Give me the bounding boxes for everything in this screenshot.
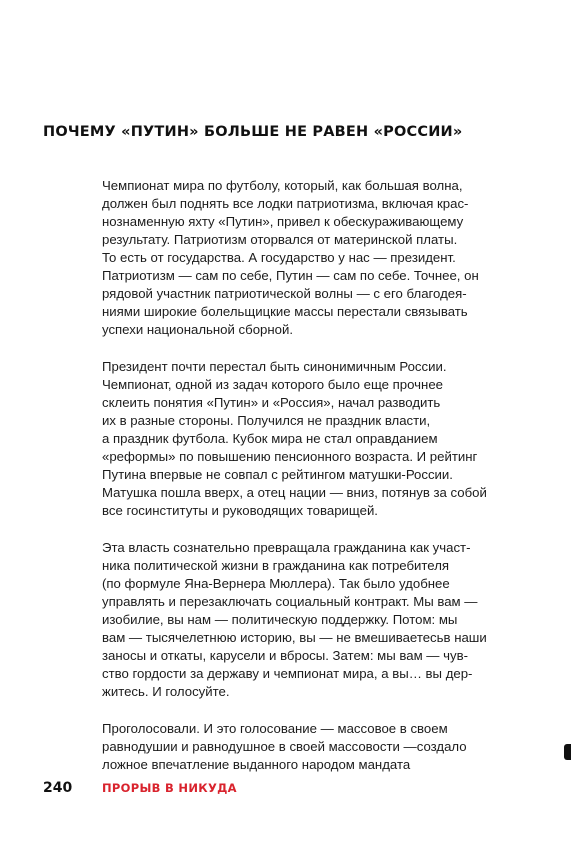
text-line: ниями широкие болельщицкие массы перестали связывать bbox=[102, 304, 468, 319]
paragraph bbox=[102, 539, 522, 701]
text-line: Путина впервые не совпал с рейтингом матушки-России. bbox=[102, 467, 453, 482]
text-line: склеить понятия «Путин» и «Россия», начал разводить bbox=[102, 395, 441, 410]
text-line: результату. Патриотизм оторвался от материнской платы. bbox=[102, 232, 458, 247]
text-line: «реформы» по повышению пенсионного возраста. И рейтинг bbox=[102, 449, 478, 464]
text-line: Президент почти перестал быть синонимичным России. bbox=[102, 359, 447, 374]
text-line: равнодушии и равнодушное в своей массовости —создало bbox=[102, 739, 467, 754]
text-line: Проголосовали. И это голосование — массовое в своем bbox=[102, 721, 448, 736]
text-line: Чемпионат мира по футболу, который, как большая волна, bbox=[102, 178, 463, 193]
text-line: изобилие, вы нам — политическую поддержку. Потом: мы bbox=[102, 612, 458, 627]
paragraph bbox=[102, 358, 522, 520]
text-line: ство гордости за державу и чемпионат мира, а вы… вы дер- bbox=[102, 666, 473, 681]
text-line: заносы и откаты, карусели и вбросы. Затем: мы вам — чув- bbox=[102, 648, 469, 663]
text-line: Эта власть сознательно превращала гражданина как участ- bbox=[102, 540, 471, 555]
running-footer-title: ПРОРЫВ В НИКУДА bbox=[102, 781, 237, 795]
text-line: а праздник футбола. Кубок мира не стал оправданием bbox=[102, 431, 438, 446]
text-line: их в разные стороны. Получился не праздник власти, bbox=[102, 413, 431, 428]
page-title: ПОЧЕМУ «ПУТИН» БОЛЬШЕ НЕ РАВЕН «РОССИИ» bbox=[43, 124, 463, 140]
text-line: нознаменную яхту «Путин», привел к обескураживающему bbox=[102, 214, 464, 229]
text-line: житесь. И голосуйте. bbox=[102, 684, 230, 699]
text-line: управлять и перезаключать социальный контракт. Мы вам — bbox=[102, 594, 478, 609]
paragraph bbox=[102, 177, 522, 339]
text-line: успехи национальной сборной. bbox=[102, 322, 294, 337]
page-number: 240 bbox=[43, 780, 73, 796]
text-line: рядовой участник патриотической волны — с его благодея- bbox=[102, 286, 467, 301]
paragraph bbox=[102, 720, 522, 774]
text-line: (по формуле Яна-Вернера Мюллера). Так было удобнее bbox=[102, 576, 450, 591]
text-line: Патриотизм — сам по себе, Путин — сам по себе. Точнее, он bbox=[102, 268, 479, 283]
text-line: ника политической жизни в гражданина как потребителя bbox=[102, 558, 450, 573]
text-line: вам — тысячелетнюю историю, вы — не вмешиваетесьв наши bbox=[102, 630, 487, 645]
text-line: Матушка пошла вверх, а отец нации — вниз, потянув за собой bbox=[102, 485, 487, 500]
text-line: все госинституты и руководящих товарищей. bbox=[102, 503, 378, 518]
text-line: ложное впечатление выданного народом мандата bbox=[102, 757, 411, 772]
text-line: То есть от государства. А государство у нас — президент. bbox=[102, 250, 456, 265]
page-edge-marker bbox=[564, 744, 571, 760]
body-text bbox=[102, 177, 522, 793]
text-line: должен был поднять все лодки патриотизма, включая крас- bbox=[102, 196, 469, 211]
text-line: Чемпионат, одной из задач которого было еще прочнее bbox=[102, 377, 444, 392]
